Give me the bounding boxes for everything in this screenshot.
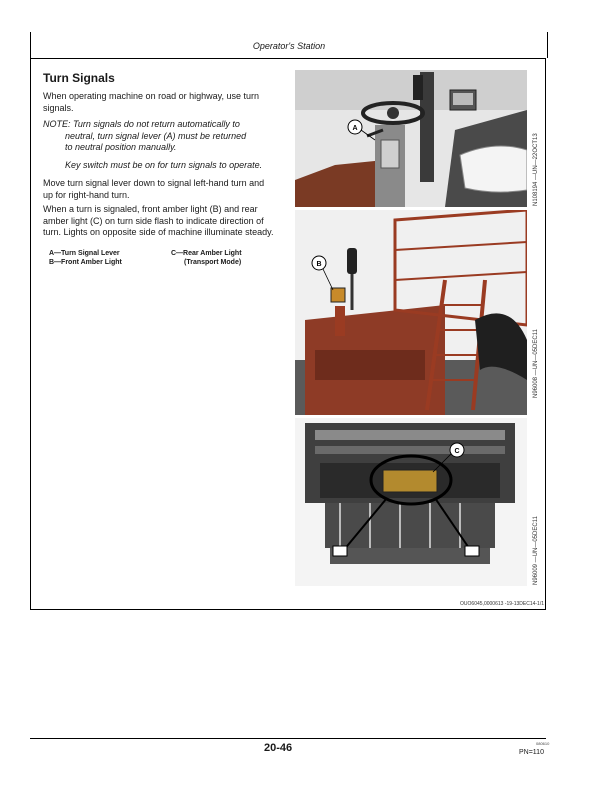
footer-rule — [30, 738, 546, 739]
intro-line-1: When operating machine on road or highway, use turn — [43, 91, 259, 101]
note-block — [43, 119, 262, 171]
para3-line-3: turn. Lights on opposite side of machine illuminate steady. — [43, 227, 274, 237]
figure-rear-amber-light — [295, 418, 527, 586]
para2-line-1: Move turn signal lever down to signal left-hand turn and — [43, 178, 265, 188]
callout-c: C — [454, 448, 460, 455]
para3-line-2: amber light (C) on turn side flash to indicate direction of — [43, 215, 264, 226]
figure-front-amber-light — [295, 210, 527, 415]
photo-id-c: N96009 —UN—05DEC11 — [533, 516, 539, 585]
note-line-4: Key switch must be on for turn signals to operate. — [65, 159, 263, 170]
note-line-2: neutral, turn signal lever (A) must be returned — [65, 130, 247, 141]
photo-id-b: N96008 —UN—05DEC11 — [533, 329, 539, 398]
note-line-3: to neutral position manually. — [65, 142, 177, 152]
photo-id-a: N108194 —UN—22OCT13 — [533, 133, 539, 206]
callout-a: A — [352, 125, 358, 132]
front-amber-light-photo — [295, 210, 527, 415]
legend-left — [49, 249, 122, 267]
legend-right — [171, 249, 242, 267]
legend-item-c: C—Rear Amber Light — [171, 250, 242, 257]
para2-line-2: up for right-hand turn. — [43, 189, 130, 200]
figure-turn-signal-lever — [295, 70, 527, 207]
pn-number: PN=110 — [519, 749, 544, 756]
legend-item-a: A—Turn Signal Lever — [49, 250, 120, 257]
note-line-1: NOTE: Turn signals do not return automatically to — [43, 119, 240, 129]
callout-b: B — [316, 261, 322, 268]
page-number: 20-46 — [264, 742, 293, 754]
article-title: Turn Signals — [43, 71, 115, 85]
intro-paragraph — [43, 91, 259, 114]
legend-item-b: B—Front Amber Light — [49, 259, 122, 266]
paragraph-light-behavior — [43, 204, 273, 239]
turn-signal-lever-photo — [295, 70, 527, 207]
document-reference: OUO6045,0000613 -19-13DEC14-1/1 — [460, 601, 544, 607]
section-title: Operator's Station — [252, 41, 326, 51]
intro-line-2: signals. — [43, 102, 74, 113]
legend-item-c-mode: (Transport Mode) — [184, 259, 242, 266]
paragraph-signal-direction — [43, 178, 264, 201]
footer-code: 080610 — [536, 741, 550, 746]
section-header — [30, 32, 548, 58]
para3-line-1: When a turn is signaled, front amber light (B) and rear — [43, 204, 258, 214]
rear-amber-light-photo — [295, 418, 527, 586]
